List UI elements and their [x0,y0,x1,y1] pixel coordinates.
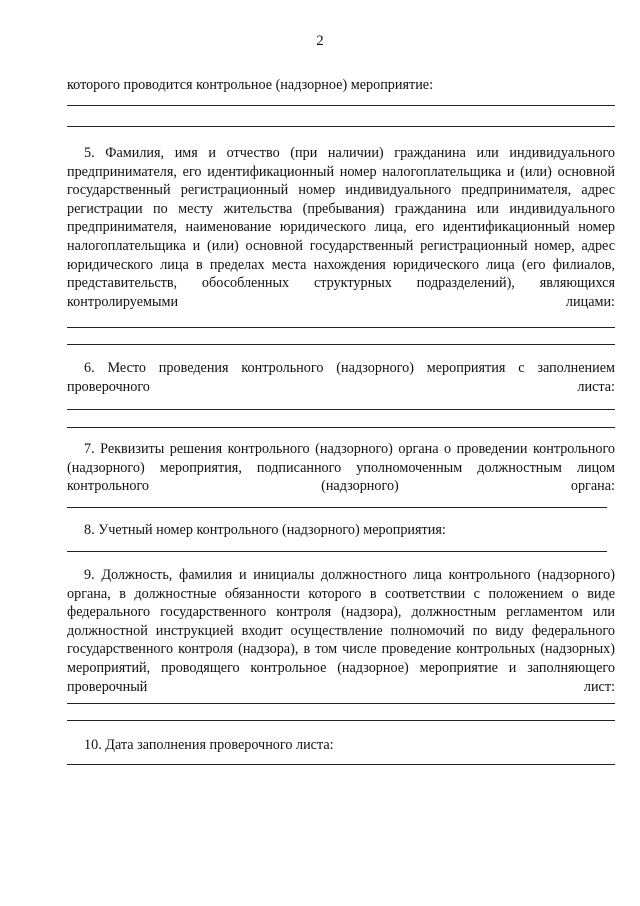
fill-line-intro-2 [67,126,615,127]
fill-line-item7 [67,507,607,508]
fill-line-item9-1 [67,703,615,704]
item-9-text: 9. Должность, фамилия и инициалы должностного лица контрольного (надзорного) органа, в должностные обязанности которого в соответствии с положением о виде федерального государственного контроля (надзора), должностным регламентом или должностной инструкцией входит осуществление полномочий по виду федерального государственного контроля (надзора), в том числе проведение контрольных (надзорных) мероприятий, проводящего контрольное (надзорное) мероприятие и заполняющего проверочный лист: [67,567,615,695]
fill-line-item6-2 [67,427,615,428]
item-5-text: 5. Фамилия, имя и отчество (при наличии) гражданина или индивидуального предпринимателя, его идентификационный номер налогоплательщика и (или) основной государственный регистрационный номер индивидуального предпринимателя, адрес регистрации по месту жительства (пребывания) гражданина или индивидуального предпринимателя, наименование юридического лица, его идентификационный номер налогоплательщика и (или) основной государственный регистрационный номер, адрес юридического лица в пределах места нахождения юридического лица (его филиалов, представительств, обособленных структурных подразделений), являющихся контролируемыми лицами: [67,145,615,310]
fill-line-item6-1 [67,409,615,410]
fill-line-intro-1 [67,105,615,106]
item-8-text: 8. Учетный номер контрольного (надзорного) мероприятия: [84,522,446,538]
item-7-text: 7. Реквизиты решения контрольного (надзорного) органа о проведении контрольного (надзорного) мероприятия, подписанного уполномоченным должностным лицом контрольного (надзорного) органа: [67,441,615,495]
page-number: 2 [316,33,324,49]
fill-line-item8 [67,551,607,552]
fill-line-item9-2 [67,720,615,721]
item-10-text: 10. Дата заполнения проверочного листа: [84,737,334,753]
item-6-text: 6. Место проведения контрольного (надзорного) мероприятия с заполнением проверочного листа: [67,360,615,395]
fill-line-item10 [67,764,615,765]
intro-text: которого проводится контрольное (надзорное) мероприятие: [67,77,434,93]
fill-line-item5-2 [67,344,615,345]
fill-line-item5-1 [67,327,615,328]
